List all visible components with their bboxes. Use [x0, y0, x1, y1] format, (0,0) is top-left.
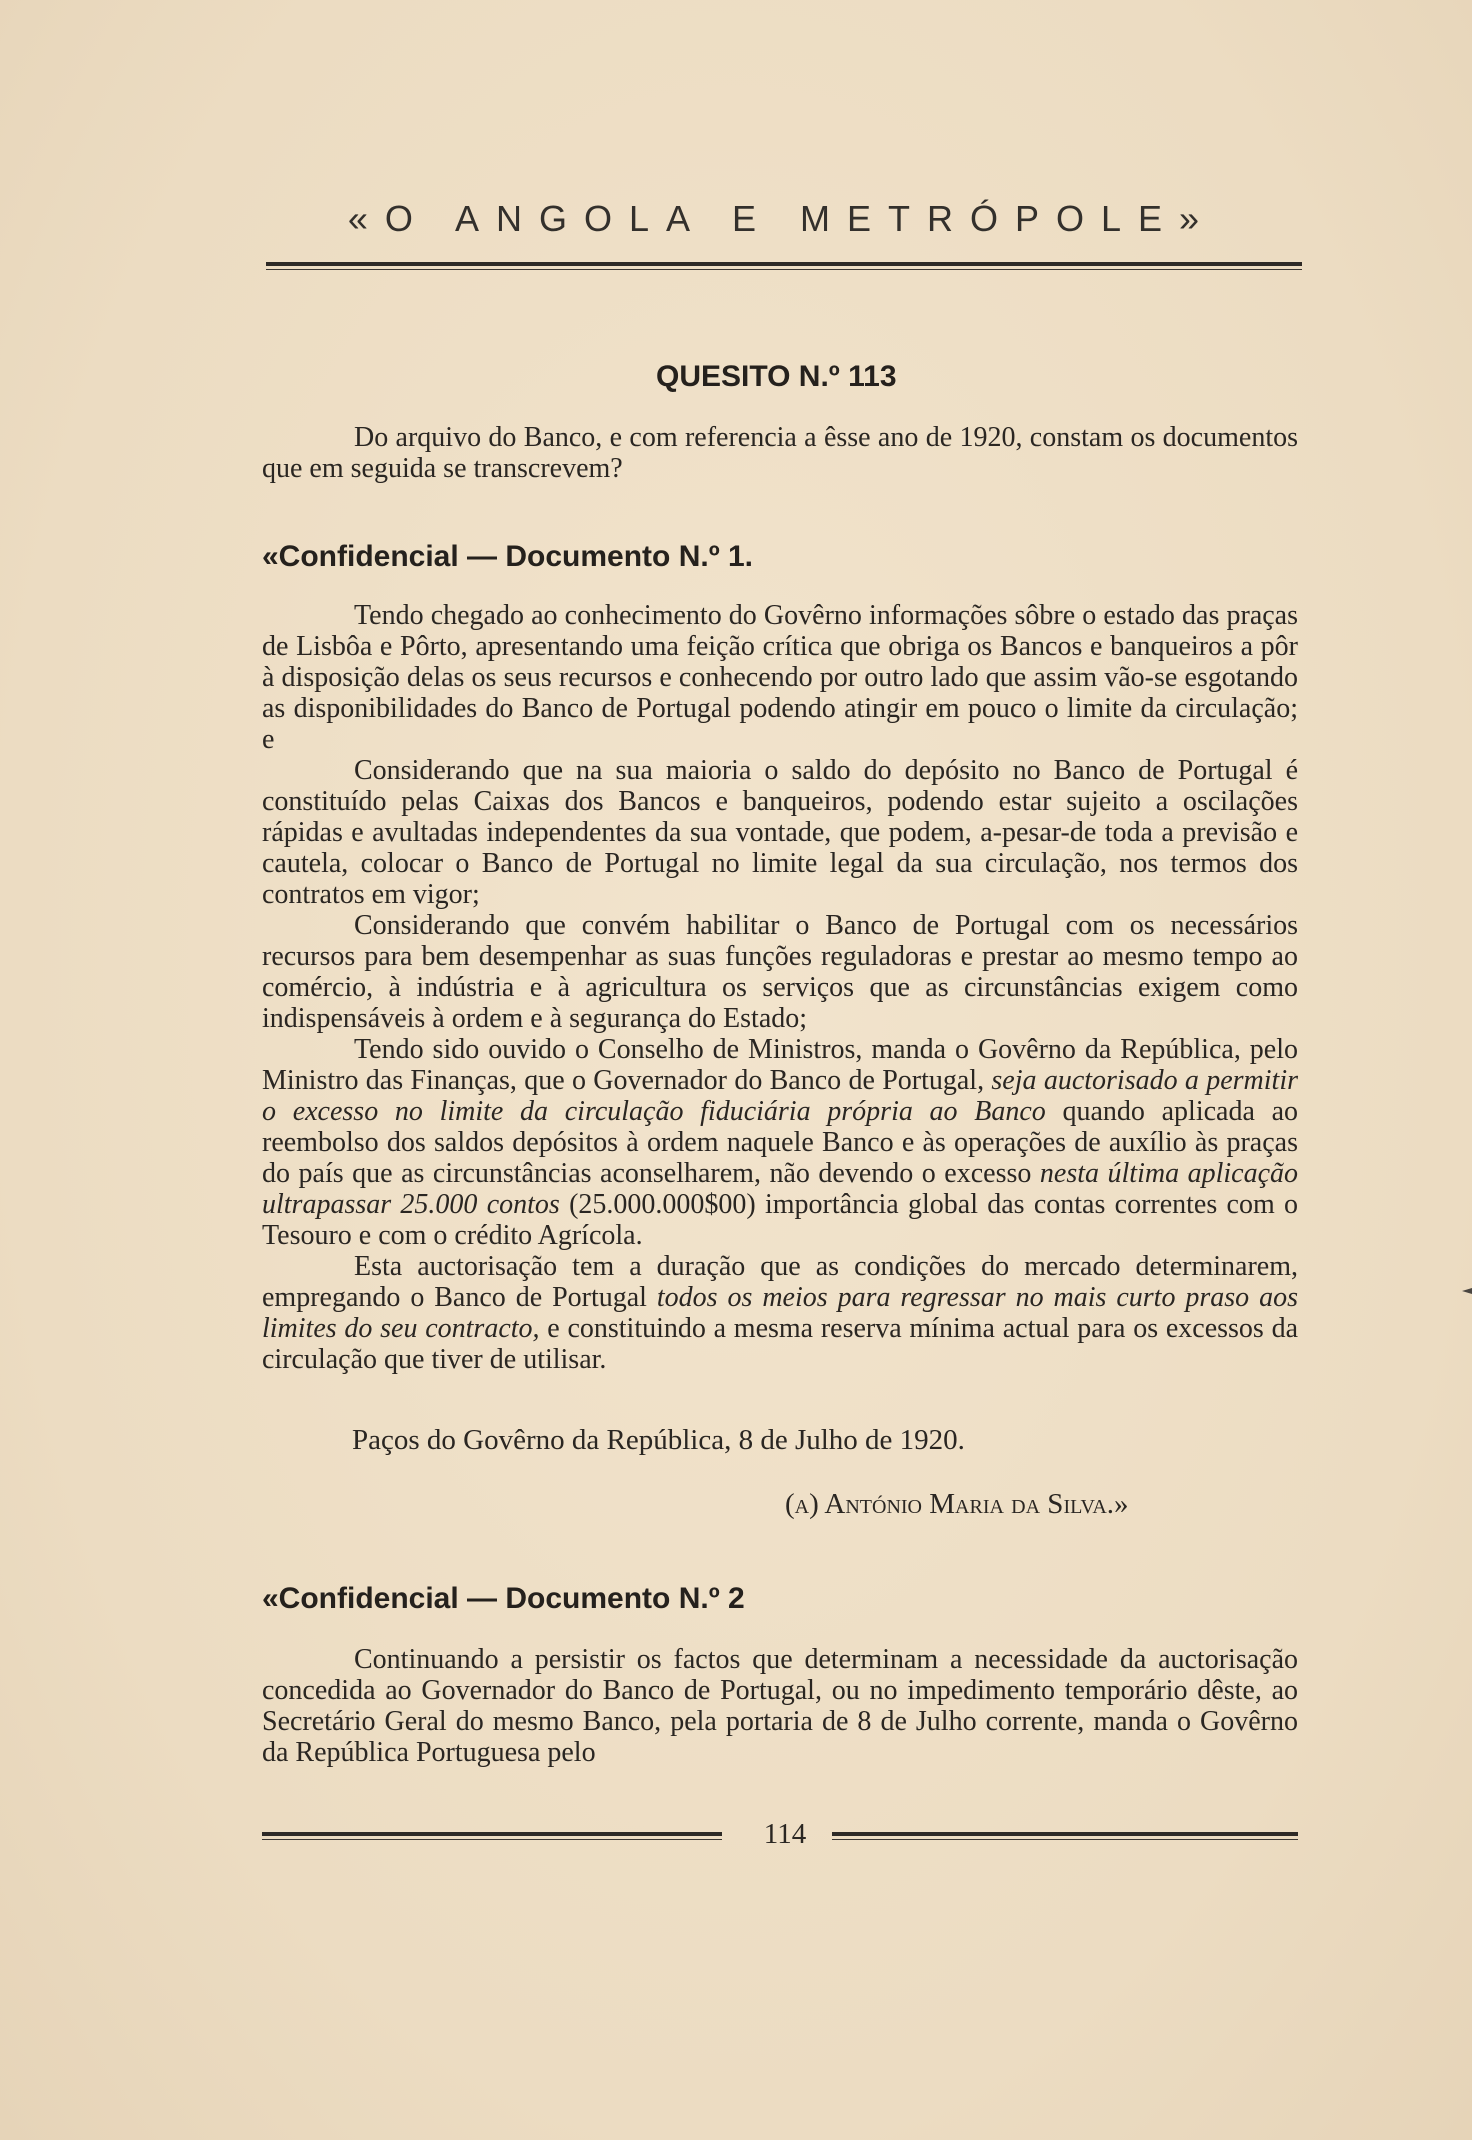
doc1-p4-text-a: Tendo sido ouvido o Conselho de Ministros, manda o Govêrno da República, pelo Ministro das Finanças, que o Governador do Banco de Portugal, — [262, 1034, 1298, 1096]
doc1-p4-text-c: quando aplicada ao reembolso dos saldos depósitos à ordem naquele Banco e às operações de auxílio às praças do país que as circunstâncias aconselharem, não devendo o excesso — [262, 1096, 1299, 1189]
doc1-p5-emphasis: todos os meios para regressar no mais curto praso aos limites do seu contracto, — [262, 1282, 1298, 1344]
doc1-heading: «Confidencial — Documento N.º 1. — [262, 540, 754, 573]
footer-rule-right — [832, 1832, 1298, 1840]
doc2-paragraph-1: Continuando a persistir os factos que determinam a necessidade da auctorisação concedida ao Governador do Banco de Portugal, ou no impedimento temporário dêste, ao Secretário Geral do mesmo Banco, pela portaria de 8 de Julho corrente, manda o Govêrno da República Portuguesa pelo — [262, 1644, 1298, 1768]
running-header: «O ANGOLA E METRÓPOLE» — [347, 198, 1217, 239]
doc1-paragraph-5 — [262, 1251, 1298, 1375]
doc1-paragraph-4 — [262, 1034, 1298, 1251]
doc2-heading: «Confidencial — Documento N.º 2 — [262, 1582, 745, 1615]
quesito-title: QUESITO N.º 113 — [656, 360, 897, 393]
doc2-body — [262, 1644, 1298, 1768]
page-edge-mark — [1462, 1288, 1472, 1294]
doc1-signature: (a) António Maria da Silva.» — [785, 1488, 1129, 1520]
page-number: 114 — [763, 1818, 807, 1850]
doc1-p4-emphasis-1: seja auctorisado a permitir o excesso no limite da circulação fiduciária própria ao Banco — [262, 1065, 1298, 1127]
doc1-body — [262, 600, 1298, 1375]
quesito-question: Do arquivo do Banco, e com referencia a êsse ano de 1920, constam os documentos que em seguida se transcrevem? — [262, 422, 1298, 484]
doc1-p5-text-a: Esta auctorisação tem a duração que as condições do mercado determinarem, empregando o Banco de Portugal — [262, 1251, 1298, 1313]
doc1-p4-text-e: (25.000.000$00) importância global das contas correntes com o Tesouro e com o crédito Agrícola. — [262, 1189, 1299, 1251]
doc1-p5-text-c: e constituindo a mesma reserva mínima actual para os excessos da circulação que tiver de utilisar. — [262, 1313, 1298, 1375]
doc1-paragraph-1: Tendo chegado ao conhecimento do Govêrno informações sôbre o estado das praças de Lisbôa e Pôrto, apresentando uma feição crítica que obriga os Bancos e banqueiros a pôr à disposição delas os seus recursos e conhecendo por outro lado que assim vão-se esgotando as disponibilidades do Banco de Portugal podendo atingir em pouco o limite da circulação; e — [262, 600, 1298, 755]
footer-rule-left — [262, 1832, 722, 1840]
doc1-date-line: Paços do Govêrno da República, 8 de Julho de 1920. — [352, 1424, 965, 1456]
doc1-p4-emphasis-2: nesta última aplicação ultrapassar 25.000 contos — [262, 1158, 1298, 1220]
quesito-question-block — [262, 422, 1298, 484]
doc1-paragraph-3: Considerando que convém habilitar o Banco de Portugal com os necessários recursos para bem desempenhar as suas funções reguladoras e prestar ao mesmo tempo ao comércio, à indústria e à agricultura os serviços que as circunstâncias exigem como indispensáveis à ordem e à segurança do Estado; — [262, 910, 1298, 1034]
doc1-paragraph-2: Considerando que na sua maioria o saldo do depósito no Banco de Portugal é constituído pelas Caixas dos Bancos e banqueiros, podendo estar sujeito a oscilações rápidas e avultadas independentes da sua vontade, que podem, a-pesar-de toda a previsão e cautela, colocar o Banco de Portugal no limite legal da sua circulação, nos termos dos contratos em vigor; — [262, 755, 1298, 910]
header-rule — [266, 262, 1302, 270]
